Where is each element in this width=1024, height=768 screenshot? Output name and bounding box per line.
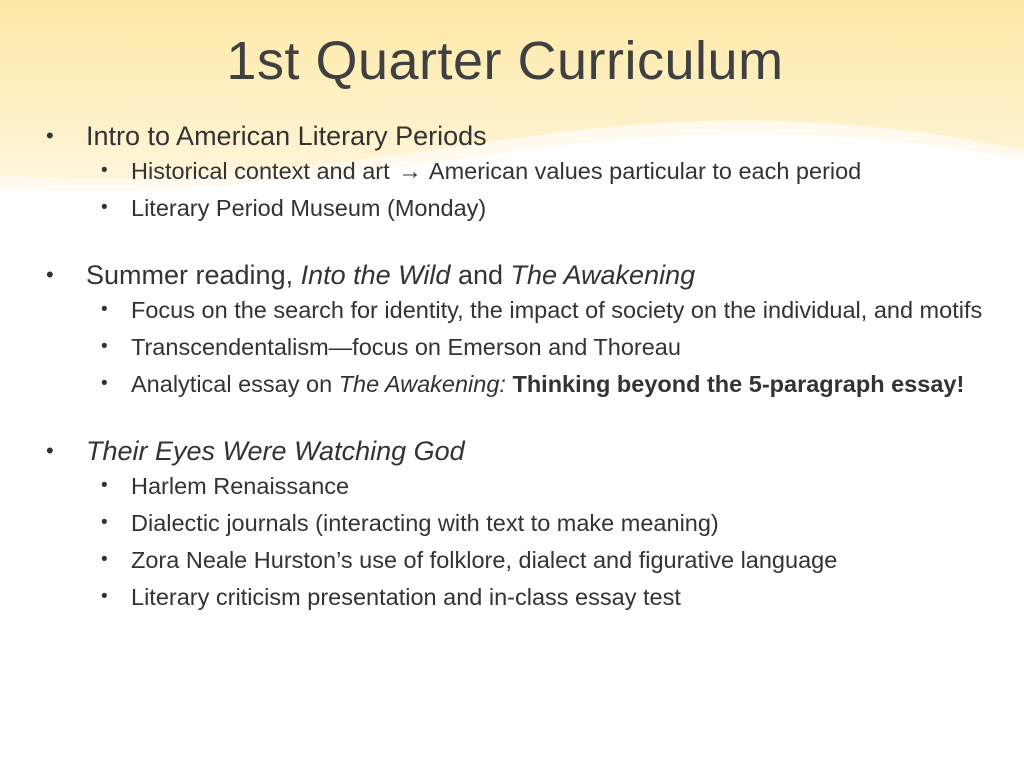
item-text: Zora Neale Hurston’s use of folklore, dialect and figurative language xyxy=(131,547,838,573)
bullet-icon: • xyxy=(101,512,108,533)
book-title: The Awakening xyxy=(510,260,696,290)
list-item xyxy=(44,471,994,501)
list-item xyxy=(44,369,994,399)
bullet-icon: • xyxy=(101,549,108,570)
slide-title: 1st Quarter Curriculum xyxy=(226,31,784,91)
book-title: The Awakening: xyxy=(338,371,506,397)
list-item xyxy=(44,582,994,612)
bullet-icon: • xyxy=(101,299,108,320)
list-item xyxy=(44,193,994,223)
heading-text: and xyxy=(450,260,511,290)
list-item xyxy=(44,508,994,538)
bullet-icon: • xyxy=(46,123,54,148)
heading-text: Intro to American Literary Periods xyxy=(86,121,487,151)
bullet-icon: • xyxy=(46,438,54,463)
list-item xyxy=(44,545,994,575)
emphasis-text: Thinking beyond the 5-paragraph essay! xyxy=(512,371,965,397)
book-title: Into the Wild xyxy=(300,260,451,290)
heading-text: Their Eyes Were Watching God xyxy=(86,436,465,466)
bullet-icon: • xyxy=(101,160,108,181)
item-text: Transcendentalism—focus on Emerson and Thoreau xyxy=(131,334,681,360)
item-text: Literary Period Museum (Monday) xyxy=(131,195,487,221)
item-text: Literary criticism presentation and in-class essay test xyxy=(131,584,681,610)
bullet-list xyxy=(44,118,994,612)
bullet-icon: • xyxy=(101,197,108,218)
item-text: American values particular to each period xyxy=(428,158,862,184)
section-heading xyxy=(44,433,994,469)
item-text: Historical context and art xyxy=(131,158,390,184)
bullet-icon: • xyxy=(101,336,108,357)
list-item xyxy=(44,295,994,325)
bullet-icon: • xyxy=(101,475,108,496)
list-item xyxy=(44,156,994,186)
bullet-icon: • xyxy=(46,262,54,287)
heading-text: Summer reading, xyxy=(86,260,301,290)
item-text: Analytical essay on xyxy=(131,371,339,397)
item-text: Harlem Renaissance xyxy=(131,473,350,499)
item-text: Focus on the search for identity, the impact of society on the individual, and motifs xyxy=(131,297,983,323)
bullet-icon: • xyxy=(101,586,108,607)
item-text: Dialectic journals (interacting with text to make meaning) xyxy=(131,510,719,536)
list-item xyxy=(44,332,994,362)
arrow-right-icon: → xyxy=(398,158,422,184)
section-heading xyxy=(44,118,994,154)
section-heading xyxy=(44,257,994,293)
bullet-icon: • xyxy=(101,373,108,394)
